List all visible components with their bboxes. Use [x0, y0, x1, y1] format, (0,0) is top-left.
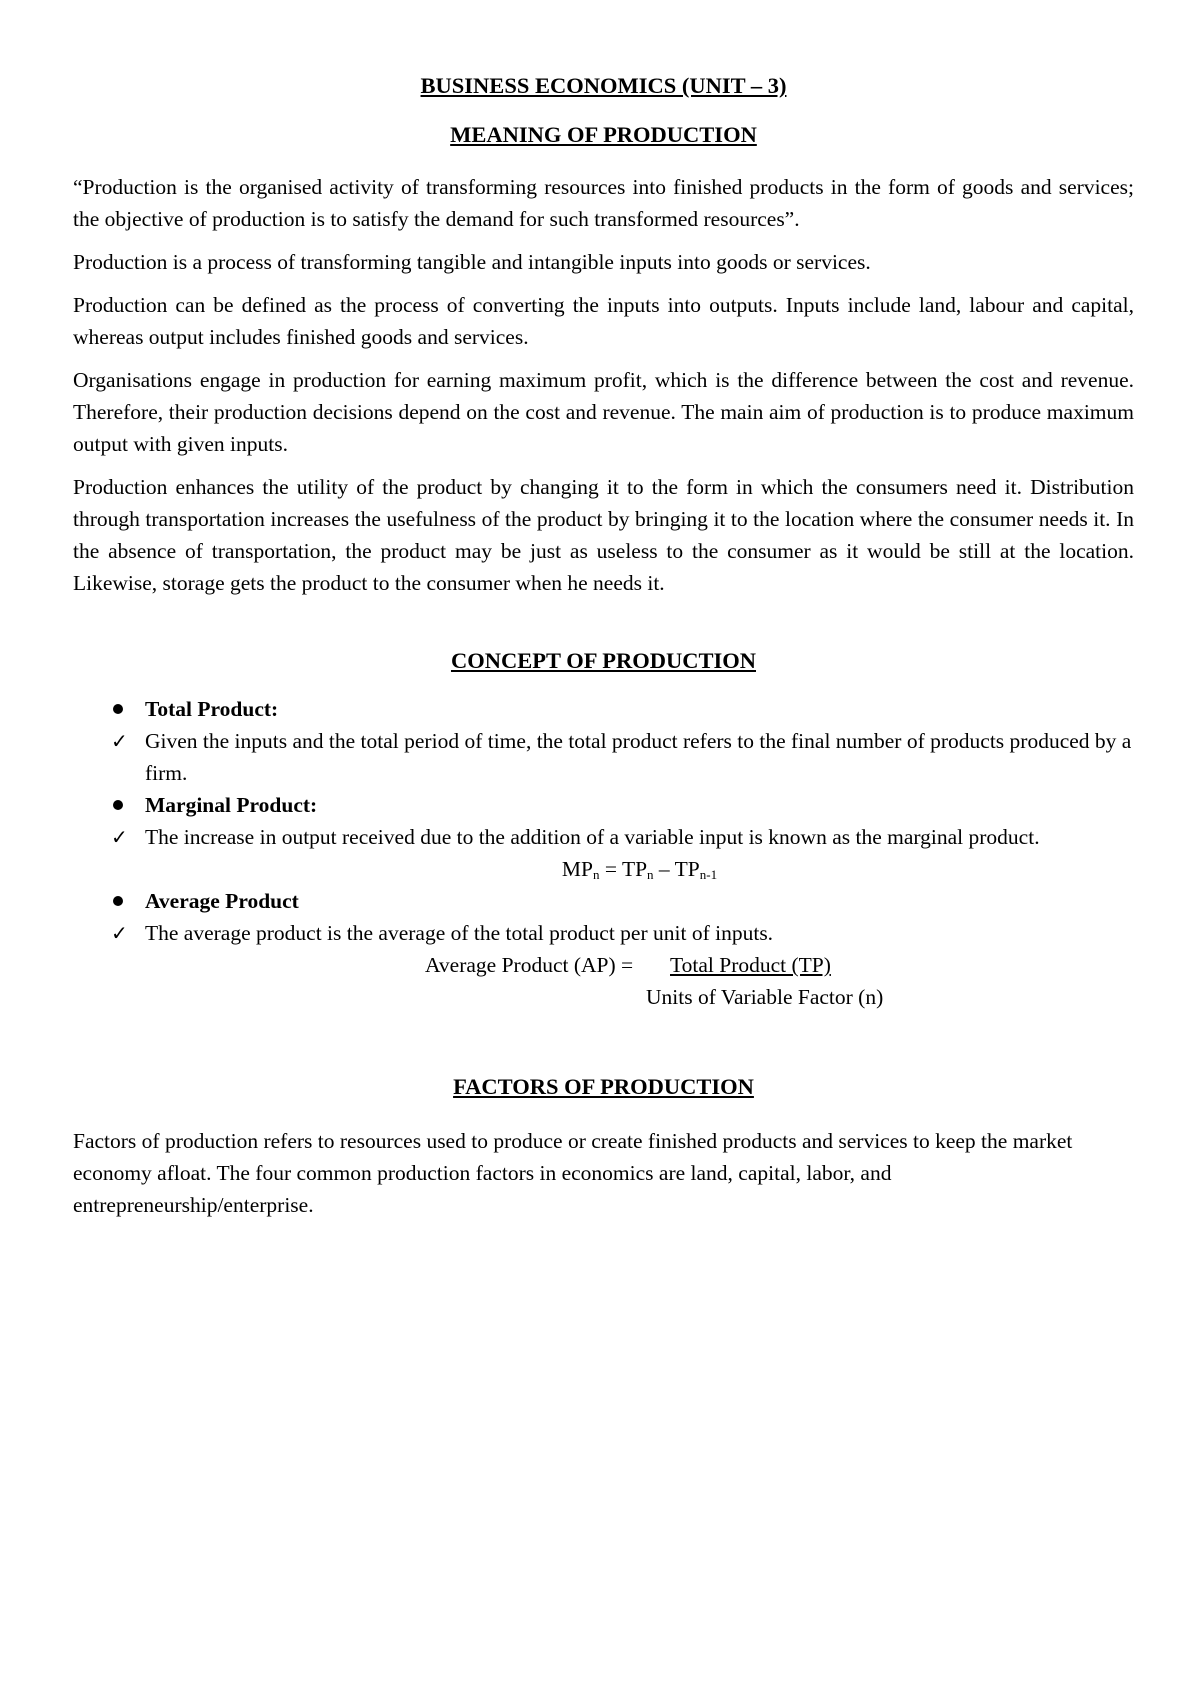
average-product-description	[73, 917, 1134, 949]
formula-sub-n: n	[592, 867, 600, 882]
formula-equals: =	[599, 857, 622, 881]
bullet-icon	[111, 789, 141, 821]
concept-heading: CONCEPT OF PRODUCTION	[450, 648, 756, 673]
average-product-item	[73, 885, 1134, 917]
meaning-paragraph-1: “Production is the organised activity of transforming resources into finished products in the form of goods and services; the objective of production is to satisfy the demand for such transformed resources”.	[73, 175, 1134, 231]
formula-tp: TP	[621, 857, 648, 881]
document-content	[73, 70, 1134, 1232]
marginal-product-label: Marginal Product:	[145, 793, 318, 817]
total-product-item	[73, 693, 1134, 725]
factors-heading: FACTORS OF PRODUCTION	[453, 1074, 754, 1099]
marginal-product-description	[73, 821, 1134, 853]
meaning-paragraph-5: Production enhances the utility of the product by changing it to the form in which the consumers need it. Distribution through transportation increases the usefulness of the product by bringing it to the location where the consumer needs it. In the absence of transportation, the product may be just as useless to the consumer as it would be still at the location. Likewise, storage gets the product to the consumer when he needs it.	[73, 475, 1134, 595]
bullet-icon	[111, 885, 141, 917]
total-product-text: Given the inputs and the total period of time, the total product refers to the final number of products produced by a firm.	[145, 729, 1132, 785]
total-product-description	[73, 725, 1134, 789]
marginal-product-item	[73, 789, 1134, 821]
meaning-paragraph-2: Production is a process of transforming tangible and intangible inputs into goods or services.	[73, 250, 871, 274]
meaning-paragraph-4: Organisations engage in production for earning maximum profit, which is the difference between the cost and revenue. Therefore, their production decisions depend on the cost and revenue. The main aim of production is to produce maximum output with given inputs.	[73, 368, 1134, 456]
meaning-paragraph-3: Production can be defined as the process of converting the inputs into outputs. Inputs include land, labour and capital, whereas output includes finished goods and services.	[73, 293, 1134, 349]
formula-sub-n: n	[647, 867, 654, 882]
marginal-product-text: The increase in output received due to the addition of a variable input is known as the marginal product.	[145, 825, 1040, 849]
formula-denominator: Units of Variable Factor (n)	[646, 985, 884, 1009]
formula-minus: –	[653, 857, 675, 881]
formula-lhs: Average Product (AP) =	[425, 953, 634, 977]
document-title: BUSINESS ECONOMICS (UNIT – 3)	[420, 73, 787, 98]
average-product-text: The average product is the average of the total product per unit of inputs.	[145, 921, 774, 945]
checkmark-icon: ✓	[111, 921, 128, 945]
average-product-formula	[73, 949, 1134, 1013]
total-product-label: Total Product:	[145, 697, 279, 721]
formula-mp: MP	[561, 857, 593, 881]
checkmark-icon: ✓	[111, 825, 128, 849]
average-product-label: Average Product	[145, 889, 299, 913]
formula-numerator: Total Product (TP)	[670, 953, 831, 977]
factors-paragraph: Factors of production refers to resources used to produce or create finished products and services to keep the market economy afloat. The four common production factors in economics are land, capital, labor, and entrepreneurship/enterprise.	[73, 1129, 1073, 1217]
formula-tp: TP	[674, 857, 700, 881]
formula-sub-n-minus-1: n-1	[699, 867, 718, 882]
meaning-heading: MEANING OF PRODUCTION	[450, 122, 757, 147]
marginal-product-formula	[73, 853, 1134, 885]
checkmark-icon: ✓	[111, 729, 128, 753]
bullet-icon	[111, 693, 141, 725]
